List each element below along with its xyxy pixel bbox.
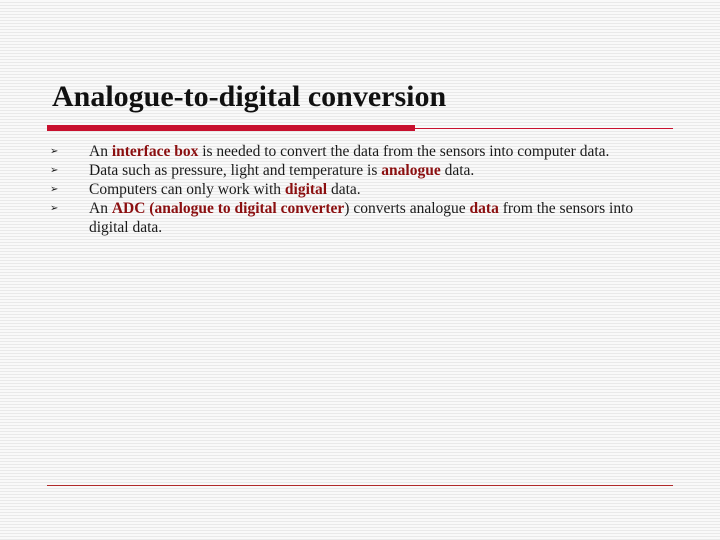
arrowhead-bullet-icon: ➢ (50, 146, 59, 157)
arrowhead-bullet-icon: ➢ (50, 203, 59, 214)
bullet-text-emphasis: analogue (381, 162, 441, 179)
bullet-item (50, 142, 670, 161)
bullet-list (50, 142, 670, 237)
bullet-text-segment: data. (327, 181, 361, 198)
bullet-item (50, 161, 670, 180)
bullet-text-segment: An (89, 200, 112, 217)
bullet-text-emphasis: ADC (analogue to digital converter (111, 200, 345, 217)
bullet-text-emphasis: data (469, 200, 499, 217)
bullet-text-segment: from the sensors into digital data. (89, 200, 634, 236)
bullet-item (50, 199, 670, 237)
title-underline-rule (47, 128, 673, 129)
bullet-text-segment: data. (440, 162, 475, 179)
bullet-text-emphasis: digital (284, 181, 328, 198)
arrowhead-bullet-icon: ➢ (50, 165, 59, 176)
bullet-text-segment: Computers can only work with (89, 181, 285, 198)
bullet-text-segment: An (89, 143, 112, 160)
bullet-text-segment: Data such as pressure, light and temperature is (89, 162, 382, 179)
arrowhead-bullet-icon: ➢ (50, 184, 59, 195)
footer-rule (47, 485, 673, 486)
bullet-text-segment: is needed to convert the data from the sensors into computer data. (198, 143, 610, 160)
bullet-text-segment: ) converts analogue (344, 200, 470, 217)
slide-title: Analogue-to-digital conversion (52, 80, 447, 113)
bullet-text-emphasis: interface box (111, 143, 199, 160)
bullet-item (50, 180, 670, 199)
